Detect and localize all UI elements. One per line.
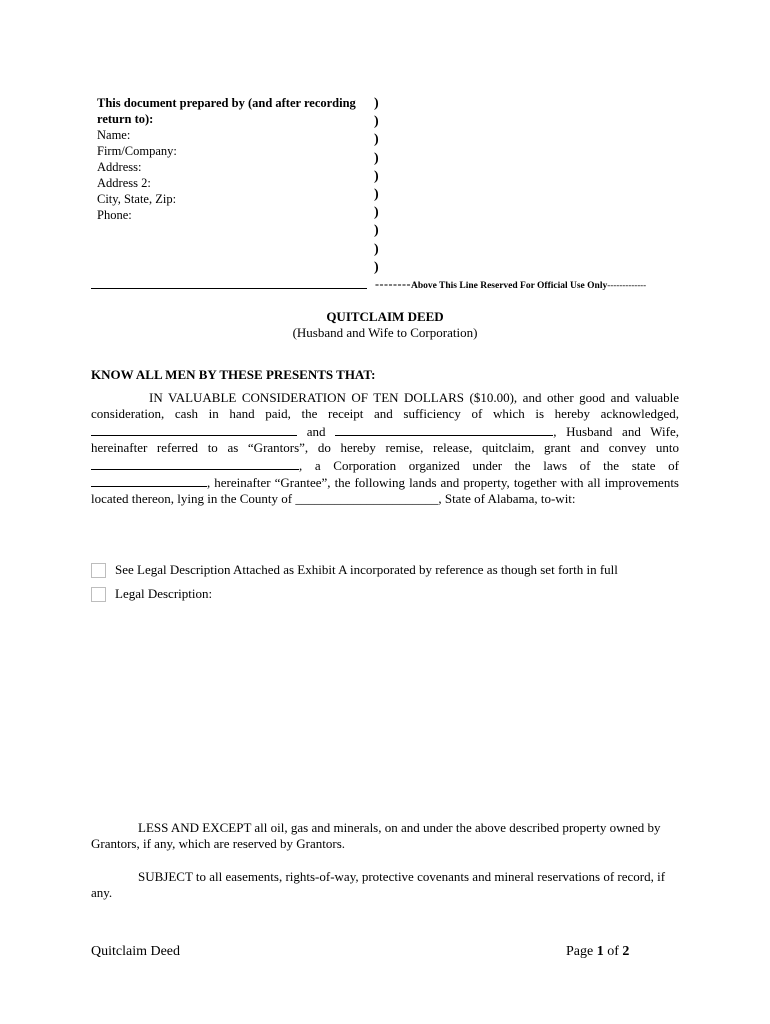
husband-wife-text: , Husband and Wife, hereinafter referred to as “Grantors”, do hereby remise, release, quitclaim, grant and convey unto xyxy=(91,423,680,456)
subject-to-text: SUBJECT to all easements, rights-of-way, protective covenants and mineral reservations of record, if any. xyxy=(91,869,666,901)
consideration-paragraph xyxy=(91,390,679,508)
state-alabama-text: , State of Alabama, to-wit: xyxy=(438,491,576,507)
official-use-label: Above This Line Reserved For Official Use Only xyxy=(410,281,608,291)
page-total: 2 xyxy=(622,944,630,959)
paren-column xyxy=(374,95,379,277)
option-exhibit-a[interactable] xyxy=(91,562,618,578)
field-firm-label: Firm/Company: xyxy=(97,144,177,158)
field-address2-label: Address 2: xyxy=(97,176,151,190)
official-use-trailing: ------------- xyxy=(607,280,647,290)
official-use-dashes: -------- xyxy=(375,277,411,291)
grantee-name-blank[interactable] xyxy=(91,457,299,470)
preparer-block xyxy=(97,95,369,223)
paren: ) xyxy=(374,114,379,130)
paren: ) xyxy=(374,132,379,148)
document-title: QUITCLAIM DEED xyxy=(326,309,444,324)
paren: ) xyxy=(374,168,379,184)
of-word: of xyxy=(607,944,619,959)
paren: ) xyxy=(374,187,379,203)
paren: ) xyxy=(374,259,379,275)
option-legal-description[interactable] xyxy=(91,586,212,602)
corporation-text: , a Corporation organized under the laws of the state of xyxy=(299,457,679,473)
less-and-except-text: LESS AND EXCEPT all oil, gas and minerals, on and under the above described property owned by Grantors, if any, which are reserved by Grantors. xyxy=(91,820,661,852)
footer-page-number xyxy=(566,944,629,960)
grantor2-name-blank[interactable] xyxy=(335,423,553,436)
grantor1-name-blank[interactable] xyxy=(91,423,297,436)
exhibit-a-checkbox[interactable] xyxy=(91,563,106,578)
exhibit-a-label: See Legal Description Attached as Exhibit A incorporated by reference as though set forth in full xyxy=(115,562,618,577)
know-all-men-heading: KNOW ALL MEN BY THESE PRESENTS THAT: xyxy=(91,367,376,382)
paren: ) xyxy=(374,205,379,221)
less-and-except-paragraph xyxy=(91,820,681,853)
consideration-text: IN VALUABLE CONSIDERATION OF TEN DOLLARS ($10.00), and other good and valuable consideration, cash in hand paid, the receipt and sufficiency of which is hereby acknowledged, xyxy=(91,390,679,422)
field-address-label: Address: xyxy=(97,160,142,174)
legal-description-label: Legal Description: xyxy=(115,586,213,601)
field-phone-label: Phone: xyxy=(97,208,132,222)
paren: ) xyxy=(374,223,379,239)
page-current: 1 xyxy=(596,944,604,959)
paren: ) xyxy=(374,150,379,166)
preparer-signature-line xyxy=(91,288,367,289)
and-word: and xyxy=(306,423,326,439)
legal-description-checkbox[interactable] xyxy=(91,587,106,602)
paren: ) xyxy=(374,241,379,257)
field-name-label: Name: xyxy=(97,128,131,142)
field-city-state-zip-label: City, State, Zip: xyxy=(97,192,177,206)
county-blank[interactable]: ______________________ xyxy=(295,491,439,507)
paren: ) xyxy=(374,96,379,111)
subject-to-paragraph xyxy=(91,869,681,902)
state-of-organization-blank[interactable] xyxy=(91,474,207,487)
preparer-heading: This document prepared by (and after recording return to): xyxy=(97,96,356,126)
page-word: Page xyxy=(566,944,594,959)
grantee-text: , hereinafter “Grantee”, the following lands and property, together with all improvements located thereon, lying in the County of xyxy=(91,475,679,507)
footer-document-name: Quitclaim Deed xyxy=(91,944,181,959)
document-subtitle: (Husband and Wife to Corporation) xyxy=(292,325,478,340)
official-use-notice xyxy=(375,277,646,292)
